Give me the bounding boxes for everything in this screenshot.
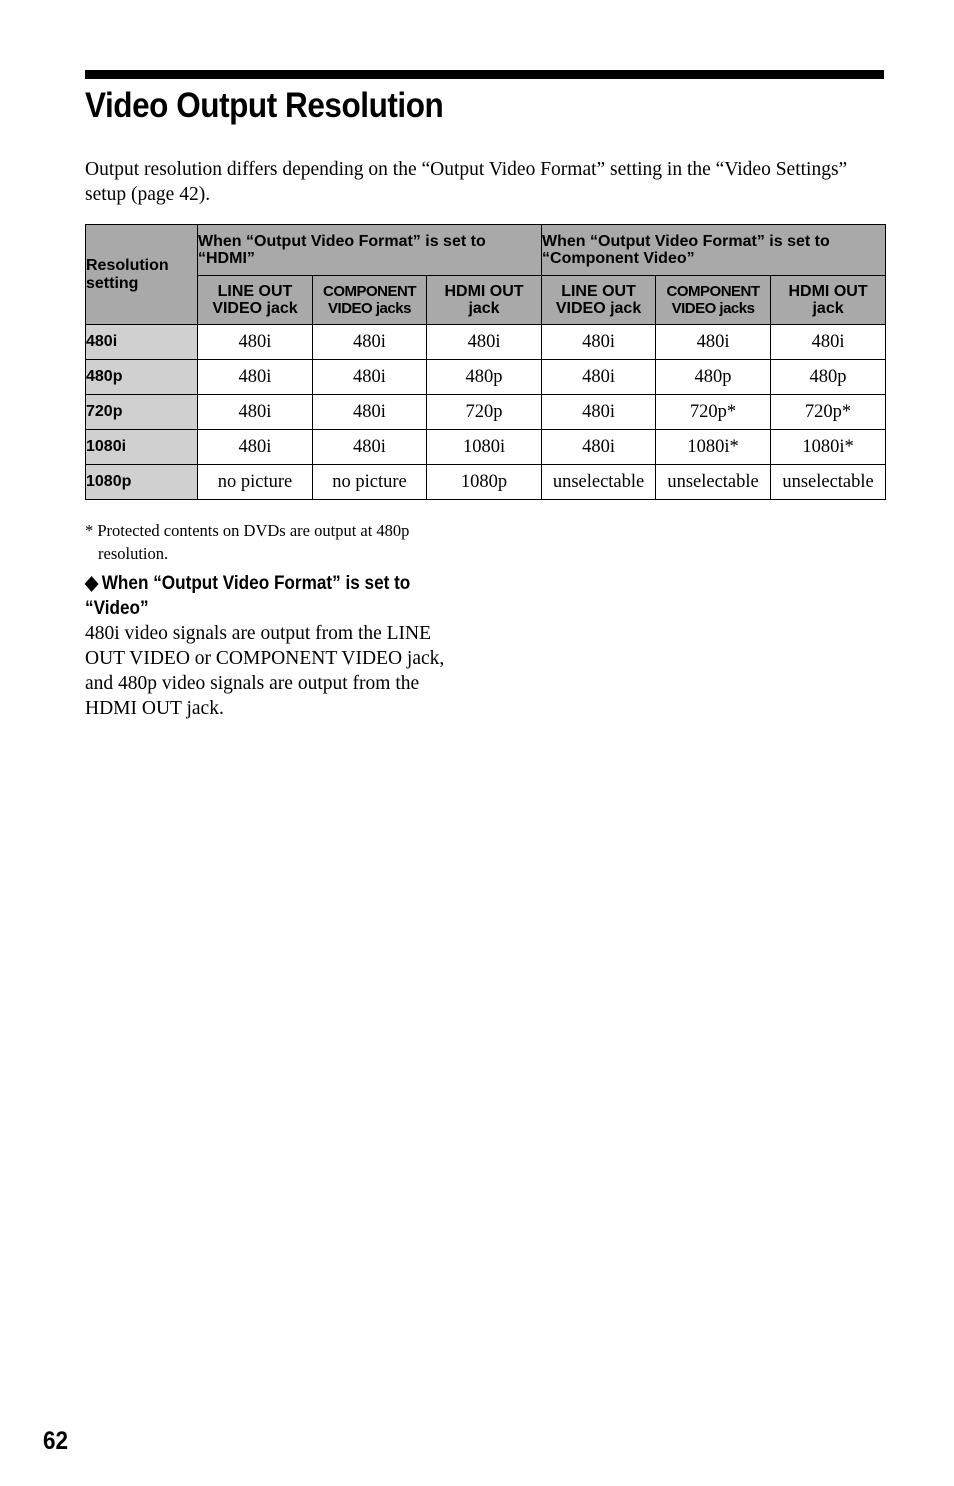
group-header-hdmi: When “Output Video Format” is set to “HDMI” — [198, 225, 542, 276]
sub-header: COMPONENT VIDEO jacks — [656, 276, 771, 325]
table-cell: unselectable — [771, 465, 886, 500]
table-row — [86, 325, 886, 360]
page-number: 62 — [43, 1427, 69, 1455]
table-cell: 480i — [542, 395, 656, 430]
table-cell: 480i — [542, 430, 656, 465]
table-cell: 720p — [427, 395, 542, 430]
table-cell: unselectable — [542, 465, 656, 500]
table-cell: 480i — [656, 325, 771, 360]
resolution-table — [85, 224, 886, 500]
diamond-bullet-icon: ◆ — [85, 572, 99, 594]
table-cell: 480i — [198, 325, 313, 360]
group-header-component: When “Output Video Format” is set to “Component Video” — [542, 225, 886, 276]
table-cell: 480i — [198, 360, 313, 395]
table-row — [86, 360, 886, 395]
table-cell: 720p* — [771, 395, 886, 430]
table-cell: 480i — [427, 325, 542, 360]
table-row — [86, 430, 886, 465]
table-cell: 480i — [313, 430, 427, 465]
table-cell: 480i — [771, 325, 886, 360]
sub-header: HDMI OUT jack — [771, 276, 886, 325]
subsection-heading-text: When “Output Video Format” is set to “Video” — [85, 572, 411, 619]
subsection-body: 480i video signals are output from the LINE OUT VIDEO or COMPONENT VIDEO jack, and 480p video signals are output from the HDMI OUT jack. — [85, 623, 445, 719]
row-header: 480i — [86, 325, 198, 360]
page-title: Video Output Resolution — [85, 86, 444, 125]
table-cell: 480p — [427, 360, 542, 395]
row-header: 480p — [86, 360, 198, 395]
intro-paragraph: Output resolution differs depending on the “Output Video Format” setting in the “Video Settings” setup (page 42). — [85, 159, 848, 205]
sub-header: LINE OUT VIDEO jack — [198, 276, 313, 325]
table-cell: unselectable — [656, 465, 771, 500]
table-cell: 480i — [313, 325, 427, 360]
table-cell: 480i — [542, 360, 656, 395]
table-cell: 1080p — [427, 465, 542, 500]
table-group-header-row — [86, 225, 886, 276]
table-footnote: * Protected contents on DVDs are output at 480p resolution. — [85, 521, 410, 563]
table-cell: 480i — [542, 325, 656, 360]
table-cell: 720p* — [656, 395, 771, 430]
table-cell: 1080i* — [771, 430, 886, 465]
row-header: 1080i — [86, 430, 198, 465]
row-header: 1080p — [86, 465, 198, 500]
sub-header: COMPONENT VIDEO jacks — [313, 276, 427, 325]
table-cell: 1080i — [427, 430, 542, 465]
sub-header: HDMI OUT jack — [427, 276, 542, 325]
subsection-heading — [85, 571, 428, 621]
table-cell: 480i — [198, 430, 313, 465]
table-row — [86, 395, 886, 430]
row-header: 720p — [86, 395, 198, 430]
table-cell: no picture — [198, 465, 313, 500]
table-cell: 480p — [656, 360, 771, 395]
table-cell: 480i — [313, 395, 427, 430]
table-cell: 480i — [198, 395, 313, 430]
table-cell: 1080i* — [656, 430, 771, 465]
table-sub-header-row — [86, 276, 886, 325]
table-row — [86, 465, 886, 500]
table-cell: 480i — [313, 360, 427, 395]
table-corner-header: Resolution setting — [86, 225, 198, 325]
table-cell: 480p — [771, 360, 886, 395]
sub-header: LINE OUT VIDEO jack — [542, 276, 656, 325]
top-rule — [85, 70, 884, 79]
table-cell: no picture — [313, 465, 427, 500]
